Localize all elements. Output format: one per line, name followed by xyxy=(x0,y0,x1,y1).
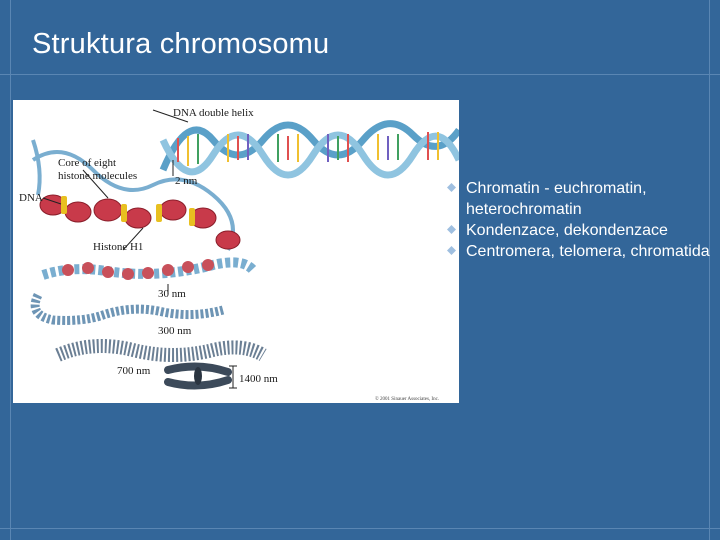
seven-hundred-nm-coil xyxy=(58,346,263,355)
label-dna-double-helix: DNA double helix xyxy=(173,107,254,119)
thirty-nm-fiber xyxy=(43,259,253,280)
bullet-text: Chromatin - euchromatin, heterochromatin xyxy=(466,180,647,218)
label-300nm: 300 nm xyxy=(158,325,192,337)
label-700nm: 700 nm xyxy=(117,365,151,377)
figure-copyright: © 2001 Sinauer Associates, Inc. xyxy=(375,397,440,402)
label-histone-h1: Histone H1 xyxy=(93,241,144,253)
dna-double-helix xyxy=(163,124,459,175)
label-core-histones-line2: histone molecules xyxy=(58,170,138,182)
bullet-text: Centromera, telomera, chromatida xyxy=(466,243,710,260)
bullet-item xyxy=(440,178,715,220)
bullet-item xyxy=(440,220,715,241)
right-divider-line xyxy=(709,0,710,540)
metaphase-chromosome xyxy=(168,366,228,385)
label-30nm: 30 nm xyxy=(158,288,186,300)
label-2nm: 2 nm xyxy=(175,175,198,187)
chromosome-diagram xyxy=(13,100,459,403)
top-divider-line xyxy=(0,74,720,75)
left-divider-line xyxy=(10,0,11,540)
bullet-text: Kondenzace, dekondenzace xyxy=(466,222,668,239)
diamond-bullet-icon xyxy=(446,182,457,193)
diamond-bullet-icon xyxy=(446,224,457,235)
label-core-histones-line1: Core of eight xyxy=(58,157,117,169)
bottom-divider-line xyxy=(0,528,720,529)
label-1400nm: 1400 nm xyxy=(239,373,278,385)
bullet-item xyxy=(440,241,715,262)
bullet-list xyxy=(440,178,715,262)
label-dna: DNA xyxy=(19,192,43,204)
slide-title: Struktura chromosomu xyxy=(32,28,330,60)
three-hundred-nm-fiber xyxy=(35,295,223,320)
chromosome-structure-figure xyxy=(13,100,459,403)
diamond-bullet-icon xyxy=(446,245,457,256)
